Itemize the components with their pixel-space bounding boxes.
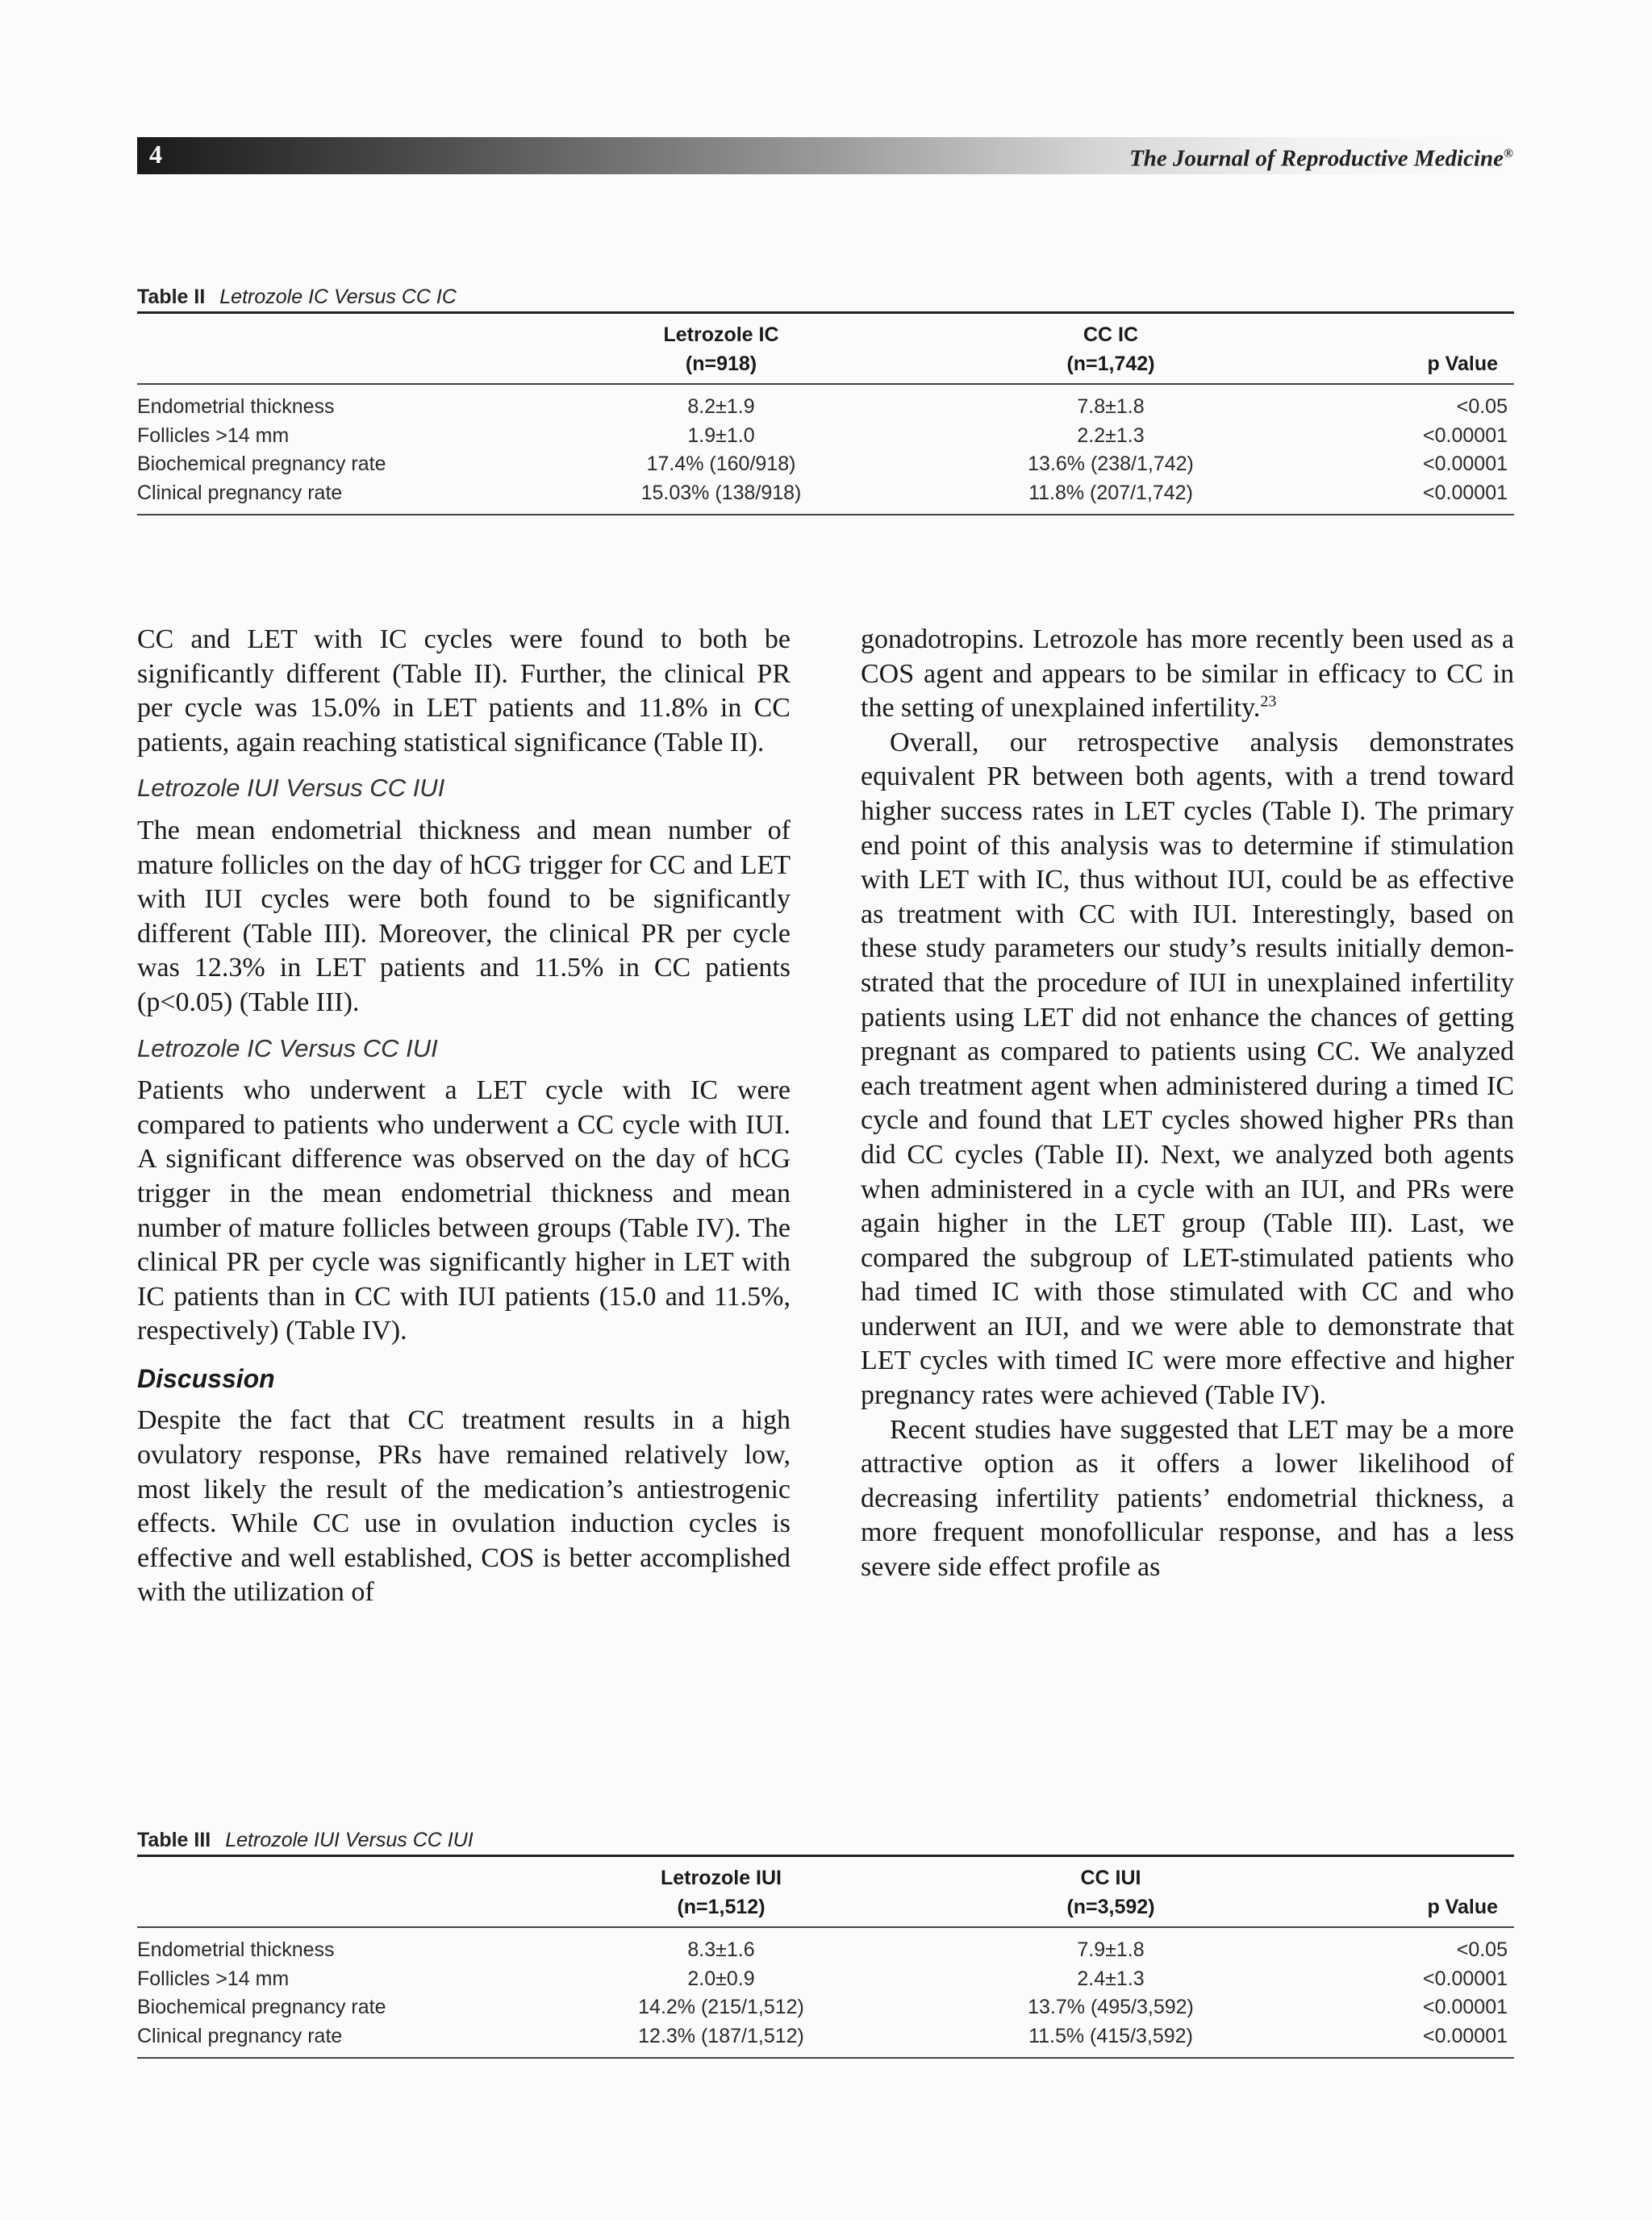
table-body [137, 385, 1514, 514]
cell-p-value: <0.00001 [1423, 424, 1508, 447]
registered-mark: ® [1504, 147, 1513, 161]
reference-number: 23 [1260, 692, 1277, 711]
cell-p-value: <0.05 [1456, 395, 1508, 418]
column-header-cc [1066, 1863, 1154, 1922]
table-3 [137, 1826, 1514, 2059]
column-n: (n=3,592) [1066, 1896, 1155, 1918]
cell-cc: 7.9±1.8 [1077, 1938, 1145, 1961]
column-name: CC IUI [1080, 1867, 1141, 1889]
row-label: Clinical pregnancy rate [137, 2024, 343, 2047]
table-label: Table III [137, 1829, 211, 1851]
table-row [137, 450, 1514, 479]
column-header-p-value: p Value [1427, 353, 1498, 375]
cell-p-value: <0.00001 [1423, 2024, 1508, 2047]
table-2 [137, 282, 1514, 515]
journal-title-text: The Journal of Reproductive Medicine [1129, 145, 1504, 172]
row-label: Endometrial thickness [137, 1938, 335, 1961]
table-row [137, 1993, 1514, 2022]
cell-letrozole: 17.4% (160/918) [646, 453, 796, 475]
cell-letrozole: 1.9±1.0 [687, 424, 755, 447]
cell-p-value: <0.05 [1456, 1938, 1508, 1961]
cell-cc: 7.8±1.8 [1077, 395, 1145, 418]
paragraph: The mean endometrial thickness and mean number of mature follicles on the day of hCG trigger for CC and LET with IUI cycles were both found to be significantly different (Table III). Moreover, the clinical PR per cycle was 12.3% in LET patients and 11.5% in CC patients (p<0.05) (Table III). [137, 815, 791, 1017]
cell-cc: 11.5% (415/3,592) [1028, 2024, 1193, 2047]
paragraph: Despite the fact that CC treatment results in a high ovulatory response, PRs have remained relatively low, most likely the result of the medication’s antiestrogenic effects. While CC use in ovulation induction cycles is effective and well established, COS is better accomplished with the utilization of [137, 1405, 791, 1608]
section-heading-discussion: Discussion [137, 1363, 275, 1393]
cell-letrozole: 8.2±1.9 [687, 395, 755, 418]
cell-letrozole: 14.2% (215/1,512) [638, 1996, 804, 2018]
table-row [137, 2022, 1514, 2051]
cell-p-value: <0.00001 [1423, 1967, 1508, 1990]
journal-title [1129, 136, 1513, 173]
table-title: Letrozole IC Versus CC IC [219, 286, 457, 308]
column-name: Letrozole IC [663, 323, 779, 346]
cell-cc: 13.6% (238/1,742) [1028, 453, 1194, 475]
table-label: Table II [137, 286, 206, 308]
table-header [137, 1857, 1514, 1926]
paragraph: Patients who underwent a LET cycle with IC were compared to patients who underwent a CC cycle with IUI. A significant difference was observed on the day of hCG trigger in the mean endometrial thickness and mean number of mature follicles between groups (Table IV). The clinical PR per cycle was significantly higher in LET with IC patients than in CC with IUI patients (15.0 and 11.5%, respectively) (Table IV). [137, 1075, 791, 1346]
column-name: CC IC [1083, 323, 1139, 346]
cell-letrozole: 12.3% (187/1,512) [638, 2024, 804, 2047]
table-title: Letrozole IUI Versus CC IUI [225, 1829, 473, 1851]
cell-cc: 2.4±1.3 [1077, 1967, 1145, 1990]
column-header-cc [1066, 320, 1154, 378]
row-label: Biochemical pregnancy rate [137, 453, 386, 475]
table-row [137, 1965, 1514, 1994]
cell-p-value: <0.00001 [1423, 453, 1508, 475]
cell-p-value: <0.00001 [1423, 1996, 1508, 2018]
paragraph [861, 623, 1514, 726]
table-body [137, 1928, 1514, 2057]
cell-letrozole: 2.0±0.9 [687, 1967, 755, 1990]
paragraph: Overall, our retrospective analysis demonstrates equivalent PR between both agents, with a trend toward higher success rates in LET cycles (Table I). The primary end point of this analysis was to determine if stimulation with LET with IC, thus without IUI, could be as effective as treatment with CC with IUI. Interestingly, based on these study parameters our study’s results initially demonstrated that the procedure of IUI in unexplained infertility patients using LET did not enhance the chances of getting pregnant as compared to patients using CC. We analyzed each treatment agent when administered during a timed IC cycle and found that LET cycles showed higher PRs than did CC cycles (Table II). Next, we analyzed both agents when administered in a cycle with an IUI, and PRs were again higher in the LET group (Table III). Last, we compared the subgroup of LET-stimulated patients who had timed IC with those stimulated with CC and who underwent an IUI, and we were able to demonstrate that LET cycles with timed IC were more effective and higher pregnancy rates were achieved (Table IV). [861, 727, 1514, 1411]
column-n: (n=1,742) [1066, 353, 1155, 375]
cell-cc: 2.2±1.3 [1077, 424, 1145, 447]
row-label: Endometrial thickness [137, 395, 335, 418]
cell-cc: 11.8% (207/1,742) [1028, 481, 1193, 504]
column-name: Letrozole IUI [660, 1867, 782, 1889]
column-header-letrozole [661, 1863, 782, 1922]
table-caption [137, 1826, 1514, 1855]
table-bottom-rule [137, 514, 1514, 515]
cell-letrozole: 8.3±1.6 [687, 1938, 755, 1961]
right-column [861, 623, 1514, 1585]
column-header-p-value: p Value [1427, 1896, 1498, 1918]
table-row [137, 422, 1514, 451]
row-label: Follicles >14 mm [137, 424, 290, 447]
page-number: 4 [149, 140, 162, 169]
cell-p-value: <0.00001 [1423, 481, 1508, 504]
cell-letrozole: 15.03% (138/918) [640, 481, 802, 504]
cell-cc: 13.7% (495/3,592) [1028, 1996, 1194, 2018]
column-n: (n=918) [685, 353, 757, 375]
left-column [137, 623, 791, 1610]
row-label: Clinical pregnancy rate [137, 481, 343, 504]
row-label: Follicles >14 mm [137, 1967, 290, 1990]
column-n: (n=1,512) [677, 1896, 766, 1918]
paragraph-text: gonadotropins. Letrozole has more recently been used as a COS agent and appears to be similar in efficacy to CC in the setting of unexplained infertility. [861, 624, 1514, 724]
subsection-heading: Letrozole IC Versus CC IUI [137, 1033, 438, 1062]
table-row [137, 393, 1514, 422]
table-bottom-rule [137, 2057, 1514, 2059]
subsection-heading: Letrozole IUI Versus CC IUI [137, 774, 445, 803]
row-label: Biochemical pregnancy rate [137, 1996, 386, 2018]
paragraph: Recent studies have suggested that LET may be a more attractive option as it offers a lower likelihood of decreasing infertility patients’ endometrial thickness, a more frequent monofollicular response, and has a less severe side effect profile as [861, 1414, 1514, 1583]
table-caption [137, 282, 1514, 311]
table-header [137, 314, 1514, 383]
table-row [137, 1936, 1514, 1965]
table-row [137, 479, 1514, 508]
paragraph: CC and LET with IC cycles were found to both be significantly different (Table II). Further, the clinical PR per cycle was 15.0% in LET patients and 11.8% in CC patients, again reaching statistical significance (Table II). [137, 624, 791, 757]
column-header-letrozole [663, 320, 778, 378]
